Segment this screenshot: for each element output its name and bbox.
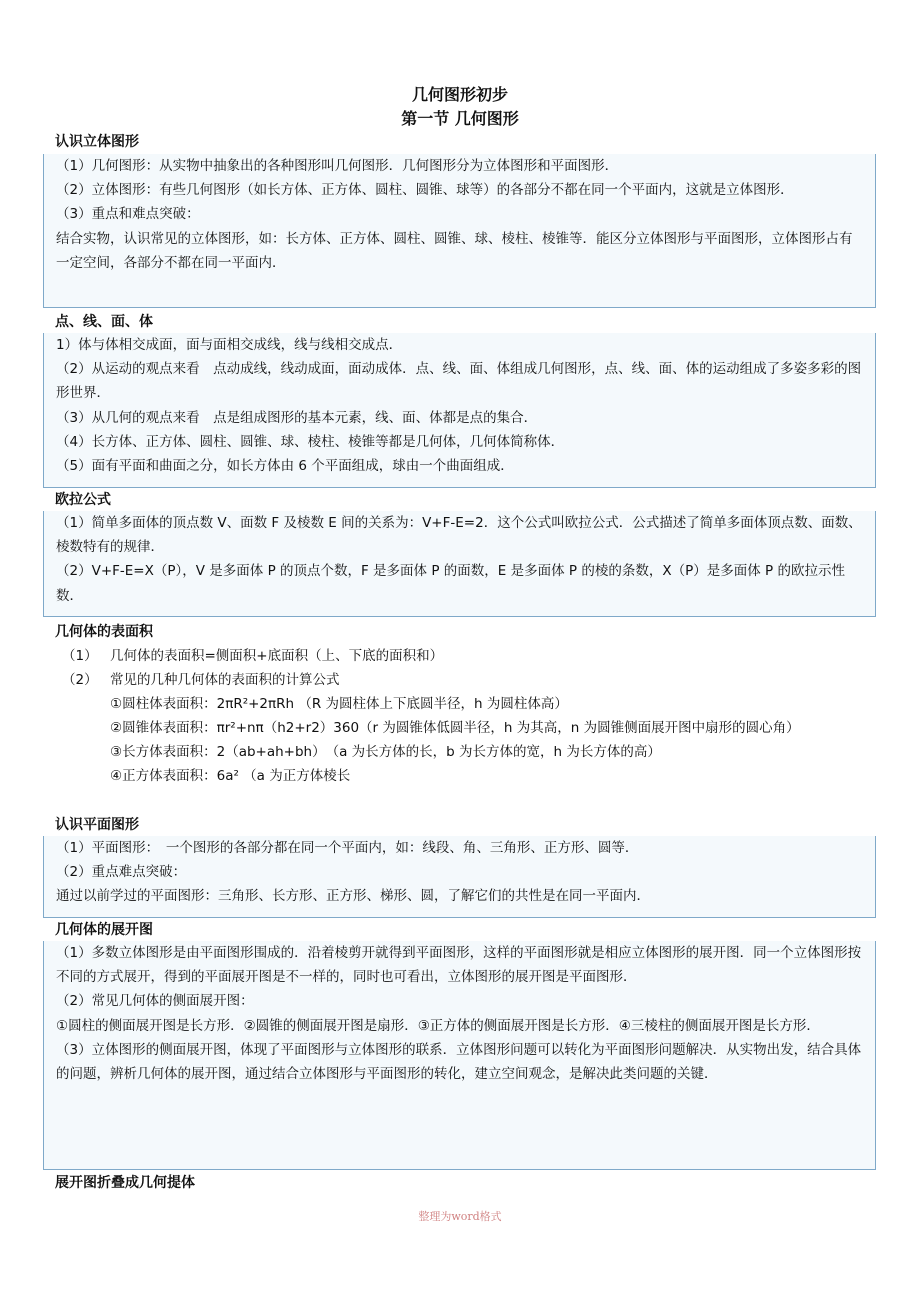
text-line: （4）长方体、正方体、圆柱、圆锥、球、棱柱、棱锥等都是几何体，几何体简称体． xyxy=(56,433,565,450)
heading-point-line-surface: 点、线、面、体 xyxy=(55,314,153,330)
text-line: （1）多数立体图形是由平面图形围成的．沿着棱剪开就得到平面图形，这样的平面图形就是相应立体图形的展开图．同一个立体图形按不同的方式展开，得到的平面展开图是不一样的，同时也可看出，立体图形的展开图是平面图形． xyxy=(56,945,862,986)
text-line: （3）从几何的观点来看 点是组成图形的基本元素，线、面、体都是点的集合． xyxy=(56,409,538,426)
formula-cone: ②圆锥体表面积：πr²+nπ（h2+r2）360（r 为圆锥体低圆半径，h 为其高，n 为圆锥侧面展开图中扇形的圆心角） xyxy=(110,720,800,736)
box-solid-figures xyxy=(43,154,876,308)
footer-note: 整理为word格式 xyxy=(418,1210,502,1223)
list-item xyxy=(62,644,870,668)
item-text: 常见的几种几何体的表面积的计算公式 xyxy=(110,672,340,688)
heading-euler: 欧拉公式 xyxy=(55,492,111,508)
surface-area-list xyxy=(62,644,870,788)
text-line: （3）立体图形的侧面展开图，体现了平面图形与立体图形的联系．立体图形问题可以转化为平面图形问题解决．从实物出发，结合具体的问题，辨析几何体的展开图，通过结合立体图形与平面图形的转化，建立空间观念，是解决此类问题的关键． xyxy=(56,1041,862,1083)
text-line: （2）V+F-E=X（P），V 是多面体 P 的顶点个数，F 是多面体 P 的面数，E 是多面体 P 的棱的条数，X（P）是多面体 P 的欧拉示性数． xyxy=(56,563,845,604)
text-line: （2）从运动的观点来看 点动成线，线动成面，面动成体．点、线、面、体组成几何图形，点、线、面、体的运动组成了多姿多彩的图形世界． xyxy=(56,361,862,402)
box-euler xyxy=(43,511,876,617)
text-line: （2）常见几何体的侧面展开图： xyxy=(56,993,254,1010)
box-nets xyxy=(43,941,876,1170)
formula-cube: ④正方体表面积：6a² （a 为正方体棱长 xyxy=(110,768,351,784)
text-line: 通过以前学过的平面图形：三角形、长方形、正方形、梯形、圆，了解它们的共性是在同一平面内． xyxy=(56,888,650,905)
text-line: （1）简单多面体的顶点数 V、面数 F 及棱数 E 间的关系为：V+F-E=2．这个公式叫欧拉公式．公式描述了简单多面体顶点数、面数、棱数特有的规律． xyxy=(56,515,862,556)
text-line: ①圆柱的侧面展开图是长方形．②圆锥的侧面展开图是扇形．③正方体的侧面展开图是长方形．④三棱柱的侧面展开图是长方形． xyxy=(56,1017,820,1034)
item-number: （1） xyxy=(62,648,98,664)
heading-folding-nets: 展开图折叠成几何提体 xyxy=(55,1175,195,1191)
box-point-line-surface xyxy=(43,333,876,488)
text-line: （3）重点和难点突破： xyxy=(56,206,200,223)
page-title: 几何图形初步 xyxy=(411,85,508,104)
text-line: 结合实物，认识常见的立体图形，如：长方体、正方体、圆柱、圆锥、球、棱柱、棱锥等．能区分立体图形与平面图形，立体图形占有一定空间，各部分不都在同一平面内． xyxy=(56,230,853,271)
item-text: 几何体的表面积=侧面积+底面积（上、下底的面积和） xyxy=(110,648,444,664)
heading-plane-figures: 认识平面图形 xyxy=(55,817,139,833)
section-title: 第一节 几何图形 xyxy=(401,109,519,128)
box-plane-figures xyxy=(43,836,876,918)
heading-surface-area: 几何体的表面积 xyxy=(55,624,153,640)
item-number: （2） xyxy=(62,672,98,688)
heading-nets: 几何体的展开图 xyxy=(55,922,153,938)
formula-cuboid: ③长方体表面积：2（ab+ah+bh） （a 为长方体的长，b 为长方体的宽，h 为长方体的高） xyxy=(110,744,661,760)
text-line: （5）面有平面和曲面之分，如长方体由 6 个平面组成，球由一个曲面组成． xyxy=(56,458,514,475)
text-line: 1）体与体相交成面，面与面相交成线，线与线相交成点． xyxy=(56,337,403,353)
text-line: （2）重点难点突破： xyxy=(56,864,187,881)
text-line: （1）平面图形： 一个图形的各部分都在同一个平面内，如：线段、角、三角形、正方形、圆等． xyxy=(56,840,639,856)
list-item xyxy=(62,668,870,692)
text-line: （2）立体图形：有些几何图形（如长方体、正方体、圆柱、圆锥、球等）的各部分不都在同一个平面内，这就是立体图形． xyxy=(56,182,794,199)
formula-cylinder: ①圆柱体表面积：2πR²+2πRh （R 为圆柱体上下底圆半径，h 为圆柱体高） xyxy=(110,696,568,712)
heading-solid-figures: 认识立体图形 xyxy=(55,134,139,150)
text-line: （1）几何图形：从实物中抽象出的各种图形叫几何图形．几何图形分为立体图形和平面图形． xyxy=(56,158,619,174)
